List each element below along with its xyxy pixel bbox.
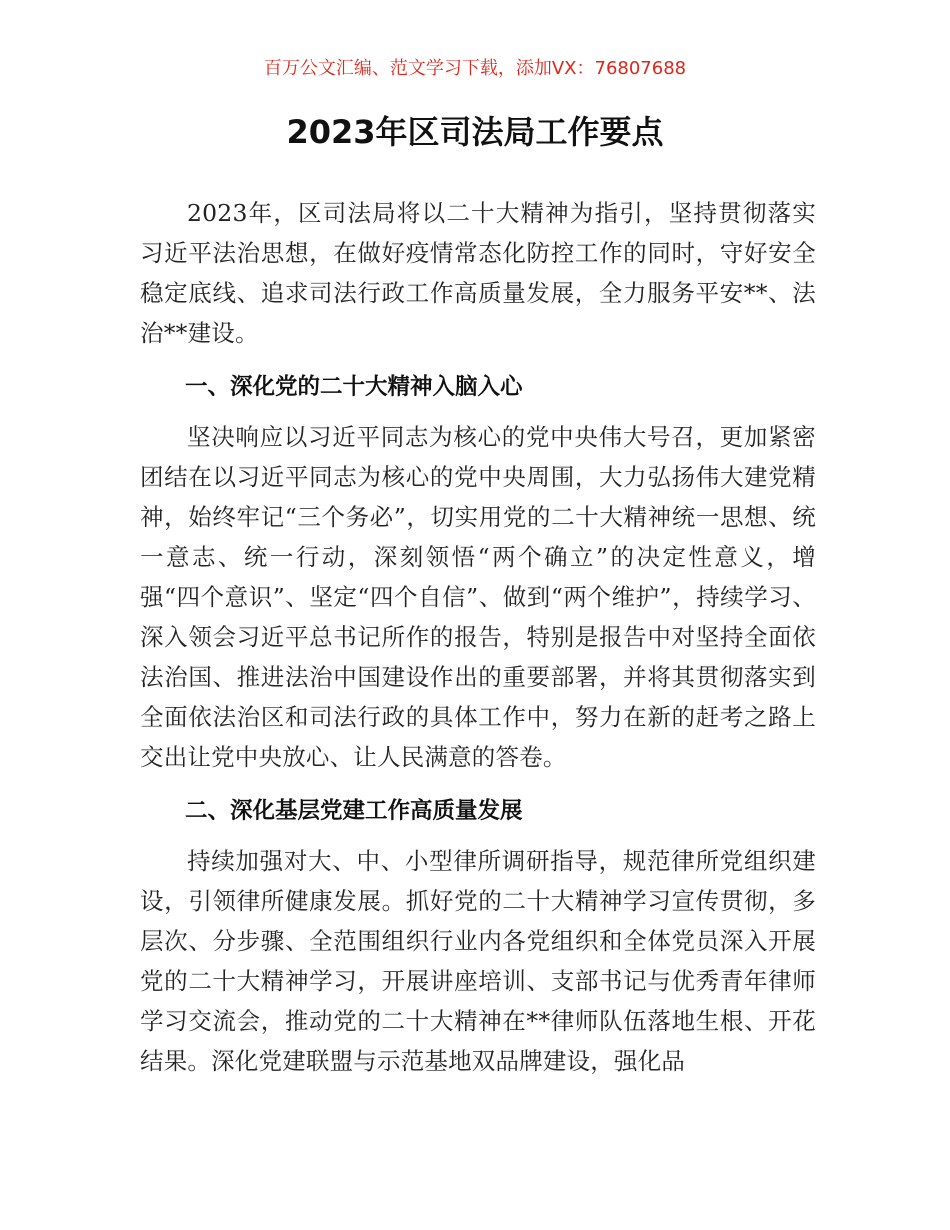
section-2-paragraph: 持续加强对大、中、小型律所调研指导，规范律所党组织建设，引领律所健康发展。抓好党的二十大精神学习宣传贯彻，多层次、分步骤、全范围组织行业内各党组织和全体党员深入开展党的二十大精神学习，开展讲座培训、支部书记与优秀青年律师学习交流会，推动党的二十大精神在**律师队伍落地生根、开花结果。深化党建联盟与示范基地双品牌建设，强化品: [140, 847, 816, 1075]
section-1-heading: 一、深化党的二十大精神入脑入心: [185, 374, 523, 400]
section-1-paragraph: 坚决响应以习近平同志为核心的党中央伟大号召，更加紧密团结在以习近平同志为核心的党中央周围，大力弘扬伟大建党精神，始终牢记“三个务必”，切实用党的二十大精神统一思想、统一意志、统一行动，深刻领悟“两个确立”的决定性意义，增强“四个意识”、坚定“四个自信”、做到“两个维护”，持续学习、深入领会习近平总书记所作的报告，特别是报告中对坚持全面依法治国、推进法治中国建设作出的重要部署，并将其贯彻落实到全面依法治区和司法行政的具体工作中，努力在新的赶考之路上交出让党中央放心、让人民满意的答卷。: [140, 423, 816, 771]
document-body: [140, 193, 816, 1081]
spacer: [140, 353, 816, 367]
watermark-header: 百万公文汇编、范文学习下载，添加VX：76807688: [263, 58, 687, 79]
spacer: [140, 407, 816, 417]
section-2-heading: 二、深化基层党建工作高质量发展: [185, 798, 523, 824]
spacer: [140, 777, 816, 791]
intro-paragraph: 2023年，区司法局将以二十大精神为指引，坚持贯彻落实习近平法治思想，在做好疫情常态化防控工作的同时，守好安全稳定底线、追求司法行政工作高质量发展，全力服务平安**、法治**建设。: [140, 199, 816, 347]
spacer: [140, 831, 816, 841]
document-title: 2023年区司法局工作要点: [286, 113, 664, 151]
